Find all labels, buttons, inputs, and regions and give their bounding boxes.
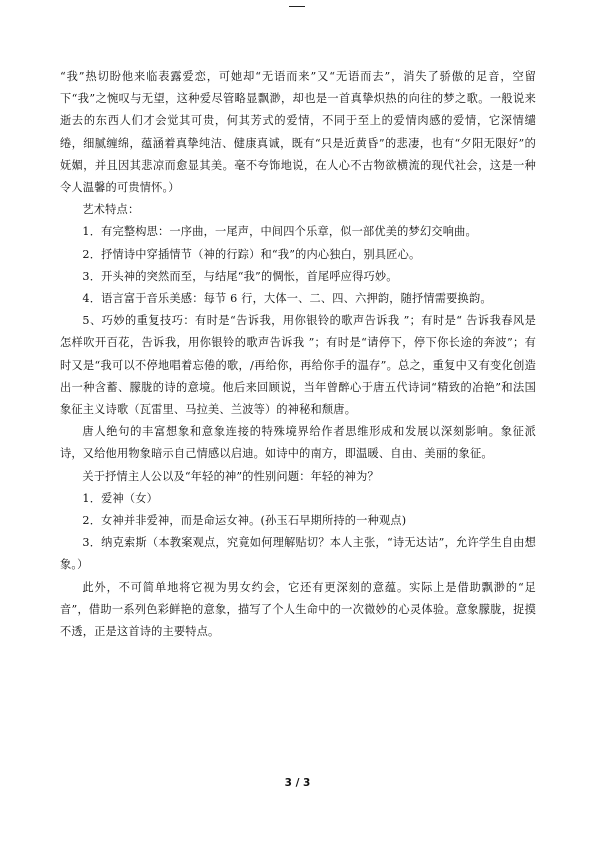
feature-item-3: 3．开头神的突然而至，与结尾“我”的惆怅，首尾呼应得巧妙。	[82, 269, 398, 283]
document-body	[60, 66, 536, 643]
answer-item-3: 3．纳克索斯（本教案观点，究竟如何理解贴切？本人主张，“诗无达诂”，允许学生自由想象。）	[60, 536, 536, 572]
feature-item-5: 5、巧妙的重复技巧：有时是“告诉我，用你银铃的歌声告诉我 ”；有时是“ 告诉我春风是怎样吹开百花，告诉我，用你银铃的歌声告诉我 ”；有时是“请停下，停下你长途的奔波”；有时又是“我可以不停地唱着忘倦的歌，/再给你，再给你手的温存”。总之，重复中又有变化创造出一种含蓄、朦胧的诗的意境。他后来回顾说，当年曾醉心于唐五代诗词“精致的冶艳”和法国象征主义诗歌（瓦雷里、马拉美、兰波等）的神秘和颓唐。	[60, 314, 536, 417]
paragraph-love-analysis: “我”热切盼他来临表露爱恋，可她却“无语而来”又“无语而去”，消失了骄傲的足音，空留下“我”之惋叹与无望，这种爱尽管略显飘渺，却也是一首真挚炽热的向往的梦之歌。一般说来逝去的东西人们才会觉其可贵，何其芳式的爱情，不同于至上的爱情肉感的爱情，它深情缱绻，细腻缠绵，蕴涵着真挚纯洁、健康真诚，既有“只是近黄昏”的悲凄，也有“夕阳无限好”的妩媚，并且因其悲凉而愈显其美。毫不夸饰地说，在人心不古物欲横流的现代社会，这是一种令人温馨的可贵情怀。）	[60, 70, 536, 195]
heading-art-features: 艺术特点：	[82, 203, 140, 217]
feature-item-2: 2．抒情诗中穿插情节（神的行踪）和“我”的内心独白，别具匠心。	[82, 247, 421, 261]
feature-item-4: 4．语言富于音乐美感：每节 6 行，大体一、二、四、六押韵，随抒情需要换韵。	[82, 292, 492, 306]
question-god-gender: 关于抒情主人公以及“年轻的神”的性别问题：年轻的神为？	[82, 469, 379, 483]
answer-item-2: 2．女神并非爱神，而是命运女神。(孙玉石早期所持的一种观点)	[82, 514, 407, 528]
page-number: 3 / 3	[284, 777, 311, 789]
paragraph-tang-influence: 唐人绝句的丰富想象和意象连接的特殊境界给作者思维形成和发展以深刻影响。象征派诗，又给他用物象暗示自己情感以启迪。如诗中的南方，即温暖、自由、美丽的象征。	[60, 425, 536, 461]
answer-item-1: 1．爱神（女）	[82, 491, 159, 505]
header-rule	[289, 6, 305, 7]
feature-item-1: 1．有完整构思：一序曲，一尾声，中间四个乐章，似一部优美的梦幻交响曲。	[82, 225, 477, 239]
paragraph-conclusion: 此外，不可简单地将它视为男女约会，它还有更深刻的意蕴。实际上是借助飘渺的“足音”，借助一系列色彩鲜艳的意象，描写了个人生命中的一次微妙的心灵体验。意象朦胧，捉摸不透，正是这首诗的主要特点。	[60, 580, 536, 639]
